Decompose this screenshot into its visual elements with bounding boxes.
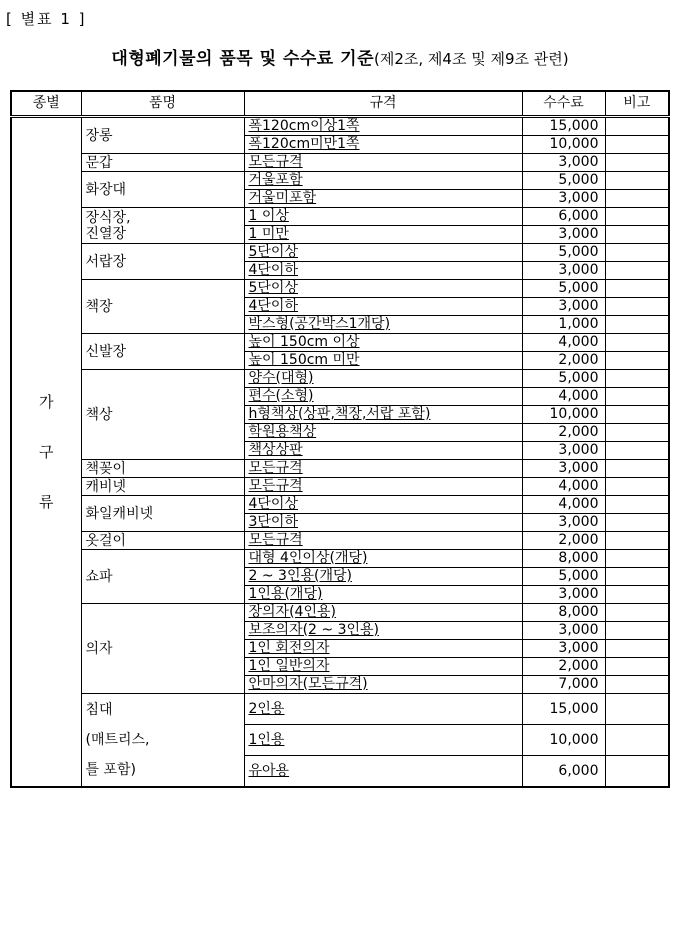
item-name-cell: 문갑: [81, 154, 244, 172]
fee-cell: 3,000: [522, 442, 605, 460]
note-cell: [605, 586, 669, 604]
spec-cell: 1인 일반의자: [244, 658, 522, 676]
table-header-row: [11, 91, 669, 117]
spec-cell: 4단이하: [244, 262, 522, 280]
fee-cell: 8,000: [522, 604, 605, 622]
note-cell: [605, 514, 669, 532]
table-row: [11, 154, 669, 172]
spec-cell: 4단이하: [244, 298, 522, 316]
spec-cell: 1인용(개당): [244, 586, 522, 604]
fee-cell: 4,000: [522, 388, 605, 406]
category-cell: 가 구 류: [11, 117, 81, 788]
note-cell: [605, 244, 669, 262]
spec-cell: 모든규격: [244, 532, 522, 550]
table-row: [11, 694, 669, 725]
fee-cell: 1,000: [522, 316, 605, 334]
fee-cell: 3,000: [522, 586, 605, 604]
spec-cell: 대형 4인이상(개당): [244, 550, 522, 568]
table-row: [11, 334, 669, 352]
fee-cell: 2,000: [522, 424, 605, 442]
fee-cell: 10,000: [522, 136, 605, 154]
fee-cell: 3,000: [522, 298, 605, 316]
spec-cell: 5단이상: [244, 280, 522, 298]
note-cell: [605, 725, 669, 756]
item-name-cell: 옷걸이: [81, 532, 244, 550]
item-name-cell: 책상: [81, 370, 244, 460]
document-title: [0, 44, 680, 69]
annex-label: [ 별표 1 ]: [6, 10, 87, 28]
table-row: [11, 550, 669, 568]
fee-cell: 5,000: [522, 280, 605, 298]
note-cell: [605, 676, 669, 694]
spec-cell: 거울미포함: [244, 190, 522, 208]
fee-cell: 8,000: [522, 550, 605, 568]
fee-cell: 15,000: [522, 694, 605, 725]
spec-cell: 2인용: [244, 694, 522, 725]
note-cell: [605, 154, 669, 172]
spec-cell: 높이 150cm 이상: [244, 334, 522, 352]
fee-cell: 3,000: [522, 262, 605, 280]
spec-cell: 양수(대형): [244, 370, 522, 388]
note-cell: [605, 388, 669, 406]
spec-cell: h형책상(상판,책장,서랍 포함): [244, 406, 522, 424]
table-row: [11, 244, 669, 262]
fee-cell: 2,000: [522, 352, 605, 370]
note-cell: [605, 352, 669, 370]
fee-cell: 10,000: [522, 725, 605, 756]
note-cell: [605, 604, 669, 622]
table-row: [11, 478, 669, 496]
spec-cell: 유아용: [244, 756, 522, 788]
spec-cell: 4단이상: [244, 496, 522, 514]
spec-cell: 폭120cm이상1쪽: [244, 117, 522, 136]
note-cell: [605, 496, 669, 514]
fee-cell: 7,000: [522, 676, 605, 694]
note-cell: [605, 622, 669, 640]
table-row: [11, 532, 669, 550]
note-cell: [605, 136, 669, 154]
fee-cell: 3,000: [522, 640, 605, 658]
item-name-cell: 책장: [81, 280, 244, 334]
fee-table: [10, 90, 670, 788]
table-row: [11, 172, 669, 190]
spec-cell: 1 미만: [244, 226, 522, 244]
fee-cell: 4,000: [522, 478, 605, 496]
header-category: 종별: [11, 91, 81, 117]
spec-cell: 폭120cm미만1쪽: [244, 136, 522, 154]
fee-cell: 3,000: [522, 226, 605, 244]
item-name-cell: 책꽂이: [81, 460, 244, 478]
note-cell: [605, 640, 669, 658]
note-cell: [605, 460, 669, 478]
fee-cell: 4,000: [522, 496, 605, 514]
spec-cell: 5단이상: [244, 244, 522, 262]
spec-cell: 편수(소형): [244, 388, 522, 406]
fee-cell: 5,000: [522, 244, 605, 262]
note-cell: [605, 280, 669, 298]
title-sub: (제2조, 제4조 및 제9조 관련): [374, 50, 569, 68]
item-name-cell: 신발장: [81, 334, 244, 370]
spec-cell: 2 ~ 3인용(개당): [244, 568, 522, 586]
table-row: [11, 117, 669, 136]
spec-cell: 학원용책상: [244, 424, 522, 442]
note-cell: [605, 424, 669, 442]
item-name-cell: 침대 (매트리스, 틀 포함): [81, 694, 244, 788]
table-row: [11, 496, 669, 514]
header-item: 품명: [81, 91, 244, 117]
fee-cell: 3,000: [522, 622, 605, 640]
spec-cell: 1인용: [244, 725, 522, 756]
spec-cell: 책상상판: [244, 442, 522, 460]
fee-cell: 15,000: [522, 117, 605, 136]
item-name-cell: 화일캐비넷: [81, 496, 244, 532]
header-fee: 수수료: [522, 91, 605, 117]
fee-cell: 2,000: [522, 532, 605, 550]
fee-cell: 10,000: [522, 406, 605, 424]
note-cell: [605, 442, 669, 460]
item-name-cell: 장롱: [81, 117, 244, 154]
note-cell: [605, 406, 669, 424]
note-cell: [605, 694, 669, 725]
note-cell: [605, 226, 669, 244]
item-name-cell: 캐비넷: [81, 478, 244, 496]
spec-cell: 모든규격: [244, 154, 522, 172]
fee-cell: 5,000: [522, 568, 605, 586]
note-cell: [605, 658, 669, 676]
item-name-cell: 쇼파: [81, 550, 244, 604]
header-spec: 규격: [244, 91, 522, 117]
note-cell: [605, 298, 669, 316]
fee-cell: 3,000: [522, 190, 605, 208]
note-cell: [605, 190, 669, 208]
spec-cell: 높이 150cm 미만: [244, 352, 522, 370]
spec-cell: 모든규격: [244, 460, 522, 478]
fee-cell: 6,000: [522, 208, 605, 226]
item-name-cell: 화장대: [81, 172, 244, 208]
table-row: [11, 208, 669, 226]
spec-cell: 안마의자(모든규격): [244, 676, 522, 694]
fee-cell: 3,000: [522, 154, 605, 172]
table-row: [11, 460, 669, 478]
fee-cell: 2,000: [522, 658, 605, 676]
note-cell: [605, 262, 669, 280]
table-row: [11, 370, 669, 388]
note-cell: [605, 334, 669, 352]
fee-cell: 5,000: [522, 370, 605, 388]
item-name-cell: 장식장, 진열장: [81, 208, 244, 244]
note-cell: [605, 117, 669, 136]
note-cell: [605, 208, 669, 226]
spec-cell: 장의자(4인용): [244, 604, 522, 622]
note-cell: [605, 478, 669, 496]
table-row: [11, 280, 669, 298]
note-cell: [605, 568, 669, 586]
fee-cell: 6,000: [522, 756, 605, 788]
title-main: 대형폐기물의 품목 및 수수료 기준: [111, 49, 374, 69]
table-row: [11, 604, 669, 622]
note-cell: [605, 550, 669, 568]
fee-cell: 3,000: [522, 514, 605, 532]
table-body: [11, 117, 669, 788]
spec-cell: 거울포함: [244, 172, 522, 190]
spec-cell: 1 이상: [244, 208, 522, 226]
item-name-cell: 의자: [81, 604, 244, 694]
note-cell: [605, 370, 669, 388]
fee-cell: 3,000: [522, 460, 605, 478]
item-name-cell: 서랍장: [81, 244, 244, 280]
fee-cell: 4,000: [522, 334, 605, 352]
note-cell: [605, 172, 669, 190]
spec-cell: 3단이하: [244, 514, 522, 532]
spec-cell: 1인 회전의자: [244, 640, 522, 658]
fee-cell: 5,000: [522, 172, 605, 190]
spec-cell: 보조의자(2 ~ 3인용): [244, 622, 522, 640]
note-cell: [605, 532, 669, 550]
note-cell: [605, 756, 669, 788]
note-cell: [605, 316, 669, 334]
spec-cell: 모든규격: [244, 478, 522, 496]
header-note: 비고: [605, 91, 669, 117]
spec-cell: 박스형(공간박스1개당): [244, 316, 522, 334]
